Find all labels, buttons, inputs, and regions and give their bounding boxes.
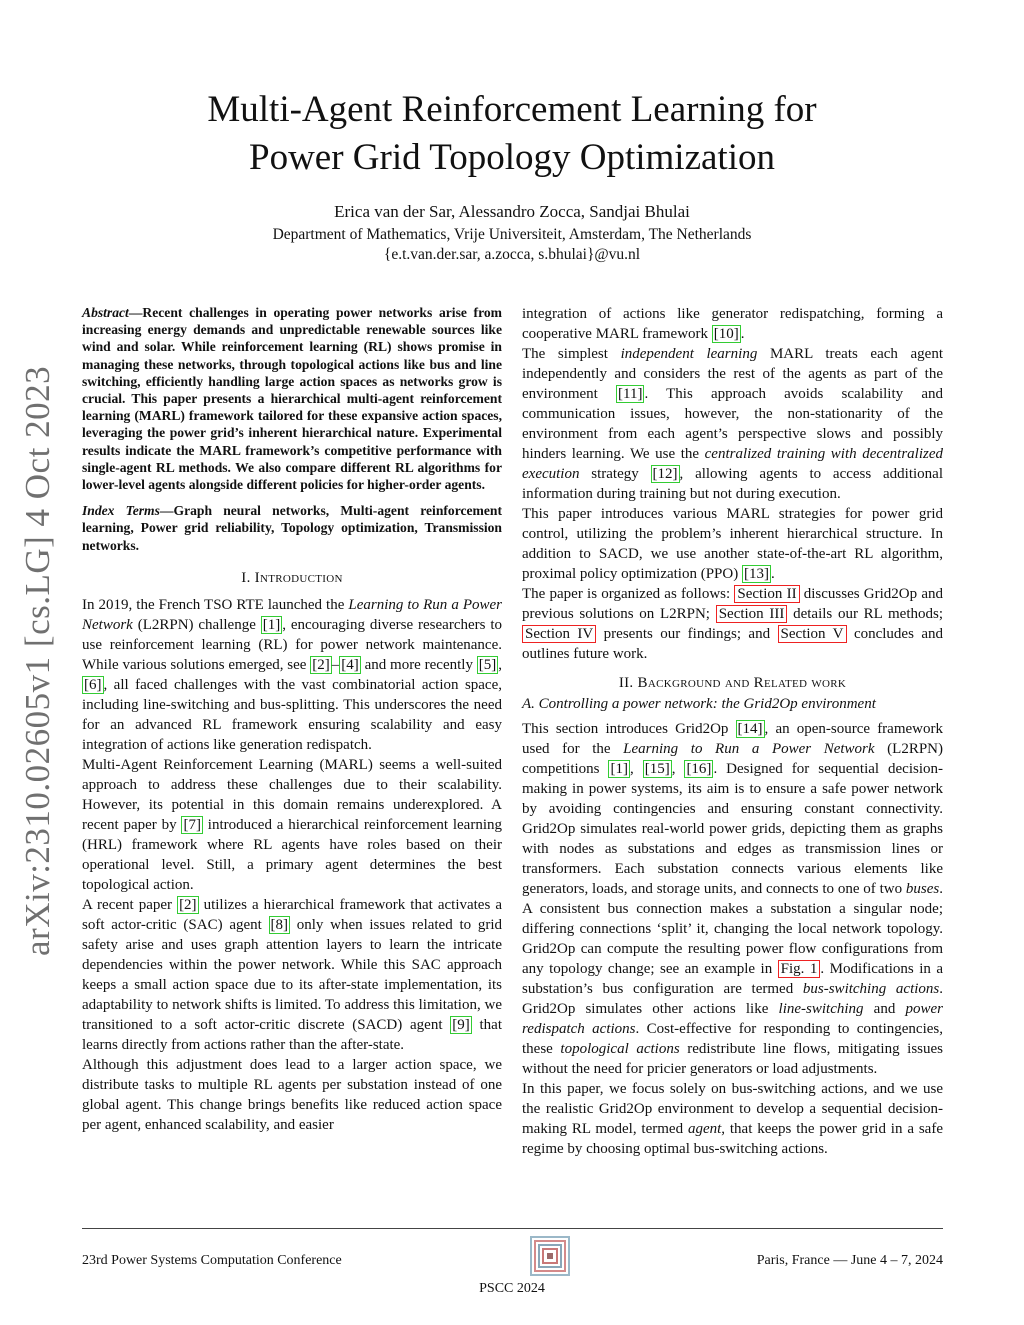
abstract — [82, 304, 502, 493]
arxiv-stamp: arXiv:2310.02605v1 [cs.LG] 4 Oct 2023 — [18, 365, 57, 956]
index-terms-text: —Graph neural networks, Multi-agent reinforcement learning, Power grid reliability, Topology optimization, Transmission networks. — [82, 503, 503, 553]
section-link[interactable]: Section II — [734, 585, 799, 603]
citation-link[interactable]: [5] — [478, 656, 497, 673]
index-terms — [82, 502, 502, 554]
citation-link[interactable]: [1] — [262, 616, 281, 633]
citation-link[interactable]: [1] — [610, 761, 628, 777]
paragraph: The simplest independent learning MARL treats each agent independently and considers the rest of the agents as part of the environment [11] . This approach avoids scalability and communication issues, however, the non-stationarity of the environment from each agent’s perspective slows and possibly hinders learning. We use the centralized training with decentralized execution strategy [12] , allowing agents to access additional information during training but not during execution. — [522, 346, 944, 502]
email: {e.t.van.der.sar, a.zocca, s.bhulai}@vu.nl — [383, 246, 641, 263]
footer-pscc: PSCC 2024 — [479, 1281, 545, 1296]
section-link[interactable]: Section IV — [522, 625, 596, 643]
citation-link[interactable]: [4] — [341, 656, 359, 673]
section-link[interactable]: Section III — [716, 605, 788, 623]
citation-link[interactable]: [11] — [618, 386, 643, 402]
paper-title — [0, 86, 1024, 182]
paragraph: The paper is organized as follows: Section II discusses Grid2Op and previous solutions on L2RPN; Section III details our RL methods; Section IV presents our findings; and Section V concludes and outlines future work. — [522, 586, 944, 662]
citation-link[interactable]: [15] — [644, 761, 670, 777]
left-column — [82, 304, 502, 1135]
figure-link[interactable]: Fig. 1 — [778, 960, 821, 978]
abstract-label: Abstract — [82, 305, 129, 320]
footer-location: Paris, France — June 4 – 7, 2024 — [756, 1253, 943, 1268]
section-link[interactable]: Section V — [778, 625, 847, 643]
footer-conference: 23rd Power Systems Computation Conference — [82, 1253, 342, 1268]
paragraph: In this paper, we focus solely on bus-switching actions, and we use the realistic Grid2Op environment to develop a sequential decision-making RL model, termed agent, that keeps the power grid in a safe regime by choosing optimal bus-switching actions. — [522, 1081, 943, 1157]
paragraph: A recent paper [2] utilizes a hierarchical framework that activates a soft actor-critic (SAC) agent [8] only when issues related to grid safety arise and uses graph attention layers to learn the intricate dependencies within the power network. While this SAC approach keeps a small action space due to its after-state implementation, its adaptability to network shifts is limited. To address this limitation, we transitioned to a soft actor-critic discrete (SACD) agent [9] that learns directly from actions rather than the after-state. — [82, 896, 502, 1053]
section-heading-background: II. Background and Related work — [618, 675, 847, 691]
citation-link[interactable]: [12] — [652, 466, 678, 482]
paragraph: This section introduces Grid2Op [14] , an open-source framework used for the Learning to Run a Power Network (L2RPN) competitions [1] , [15] , [16] . Designed for sequential decision-making in power systems, its aim is to ensure a safe power network by avoiding contingencies and ensuring constant connectivity. Grid2Op simulates real-world power grids, depicting them as graphs with nodes as substations and edges as transmission lines or transformers. Each substation connects various elements like generators, loads, and storage units, and connects to one of two buses. A consistent bus connection makes a substation a singular node; differing connections ‘split’ it, changing the local network topology. Grid2Op can compute the resulting power flow configurations from any topology change; see an example in Fig. 1 . Modifications in a substation’s bus configuration are termed bus-switching actions. Grid2Op simulates other actions like line-switching and power redispatch actions. Cost-effective for responding to contingencies, these topological actions redistribute line flows, mitigating issues without the need for pricier generators or load adjustments. — [522, 721, 944, 1077]
abstract-text: —Recent challenges in operating power networks arise from increasing energy demands and unpredictable renewable sources like wind and solar. While reinforcement learning (RL) shows promise in managing these networks, through topological actions like bus and line switching, efficiently handling large action spaces as networks grow is crucial. This paper presents a hierarchical multi-agent reinforcement learning (MARL) framework tailored for these expansive action spaces, leveraging the power grid’s inherent hierarchical nature. Experimental results indicate the MARL framework’s competitive performance with single-agent RL methods. We also compare different RL algorithms for lower-level agents alongside different policies for higher-order agents. — [82, 305, 502, 493]
paragraph: In 2019, the French TSO RTE launched the Learning to Run a Power Network (L2RPN) challenge [1] , encouraging diverse researchers to use reinforcement learning (RL) for power network maintenance. While various solutions emerged, see [2] – [4] and more recently [5] , [6] , all faced challenges with the vast combinatorial action space, including line-switching and bus-splitting. This underscores the need for an advanced RL framework ensuring scalability and easy integration of actions like generation redispatch. — [82, 596, 503, 753]
intro-body — [82, 568, 502, 1135]
pscc-logo-icon — [530, 1236, 570, 1276]
paragraph: This paper introduces various MARL strategies for power grid control, utilizing the problem’s inherent hierarchical structure. In addition to SACD, we use another state-of-the-art RL algorithm, proximal policy optimization (PPO) [13] . — [522, 506, 943, 582]
citation-link[interactable]: [10] — [713, 326, 739, 342]
authors: Erica van der Sar, Alessandro Zocca, Sandjai Bhulai — [334, 202, 690, 221]
citation-link[interactable]: [2] — [179, 896, 197, 913]
affiliation: Department of Mathematics, Vrije Universiteit, Amsterdam, The Netherlands — [272, 226, 752, 243]
paragraph: Multi-Agent Reinforcement Learning (MARL) seems a well-suited approach to address these challenges due to their scalability. However, its potential in this domain remains underexplored. A recent paper by [7] introduced a hierarchical reinforcement learning (HRL) framework where RL agents have roles based on their operational level. Still, a primary agent determines the best topological action. — [82, 756, 502, 893]
paragraph: integration of actions like generator redispatching, forming a cooperative MARL framework [10] . — [522, 306, 943, 342]
citation-link[interactable]: [7] — [183, 816, 201, 833]
index-terms-label: Index Terms — [82, 503, 160, 519]
citation-link[interactable]: [14] — [737, 721, 763, 737]
title-line-2: Power Grid Topology Optimization — [249, 137, 775, 178]
citation-link[interactable]: [2] — [312, 656, 330, 673]
right-column — [522, 304, 943, 1159]
citation-link[interactable]: [13] — [743, 566, 769, 582]
footer-rule — [82, 1228, 943, 1229]
section-heading-introduction: I. Introduction — [241, 569, 343, 586]
title-line-1: Multi-Agent Reinforcement Learning for — [207, 89, 817, 130]
paragraph: Although this adjustment does lead to a larger action space, we distribute tasks to multiple RL agents per substation instead of one global agent. This change brings benefits like reduced action space per agent, enhanced scalability, and easier — [82, 1056, 502, 1133]
citation-link[interactable]: [6] — [84, 676, 102, 693]
citation-link[interactable]: [16] — [686, 761, 712, 777]
citation-link[interactable]: [8] — [270, 916, 289, 933]
subsection-heading: A. Controlling a power network: the Grid2Op environment — [522, 696, 876, 712]
citation-link[interactable]: [9] — [452, 1016, 470, 1033]
